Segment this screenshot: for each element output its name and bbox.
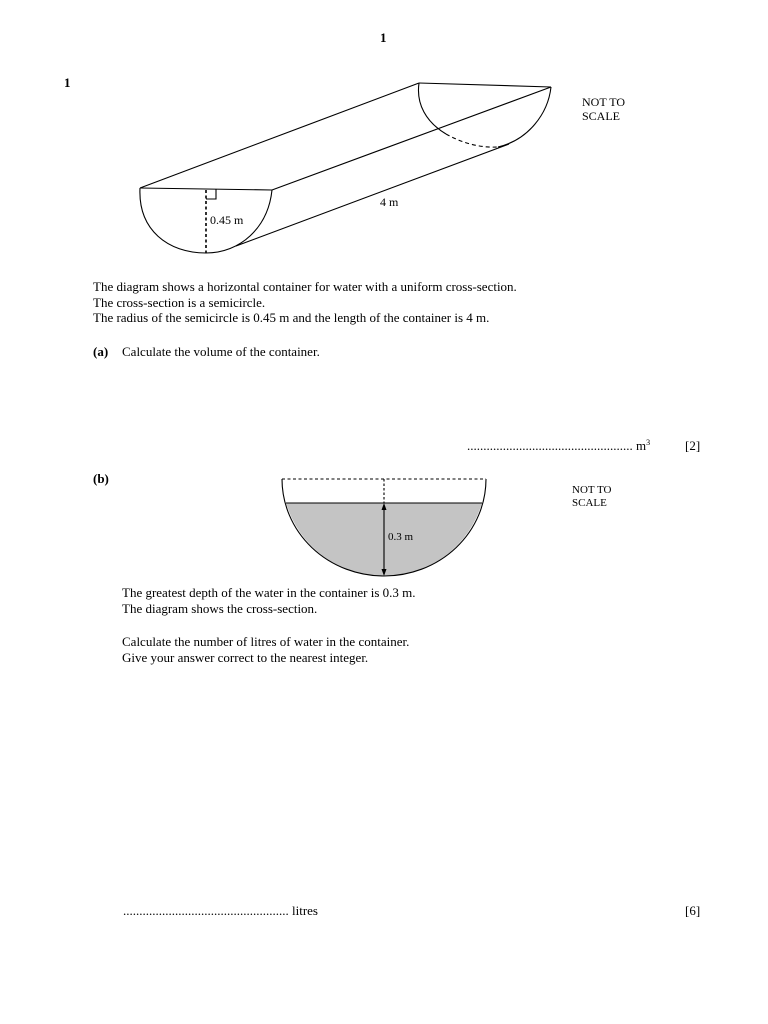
part-a-question: Calculate the volume of the container. xyxy=(122,344,320,359)
answer-dots: ................................................... xyxy=(123,903,289,918)
part-a-label: (a) xyxy=(93,344,109,359)
part-b-question xyxy=(122,634,409,665)
info-line: The greatest depth of the water in the container is 0.3 m. xyxy=(122,585,416,600)
intro-line: The diagram shows a horizontal container for water with a uniform cross-section. xyxy=(93,279,517,294)
answer-unit: litres xyxy=(292,903,318,918)
part-b-label: (b) xyxy=(93,471,109,486)
question-line: Give your answer correct to the nearest integer. xyxy=(122,649,369,665)
answer-dots: ................................................... xyxy=(467,438,633,453)
part-b-info xyxy=(122,585,415,616)
question-number: 1 xyxy=(64,75,71,90)
length-label: 4 m xyxy=(380,195,399,209)
part-b-marks: [6] xyxy=(685,903,701,918)
part-a-marks: [2] xyxy=(685,438,701,453)
info-line: The diagram shows the cross-section. xyxy=(122,600,318,616)
not-to-scale-note-2: NOT TO SCALE xyxy=(572,484,612,509)
intro-line: The cross-section is a semicircle. xyxy=(93,294,266,310)
answer-unit: m xyxy=(636,438,647,453)
depth-label: 0.3 m xyxy=(388,531,414,543)
page-number: 1 xyxy=(380,30,387,45)
not-to-scale-note-1: NOT TO SCALE xyxy=(582,95,626,123)
part-b-answer-line xyxy=(123,903,318,918)
question-line: Calculate the number of litres of water in the container. xyxy=(122,634,410,649)
intro-line: The radius of the semicircle is 0.45 m and the length of the container is 4 m. xyxy=(93,310,490,325)
answer-unit-power: 3 xyxy=(646,438,651,447)
radius-label: 0.45 m xyxy=(210,213,244,227)
